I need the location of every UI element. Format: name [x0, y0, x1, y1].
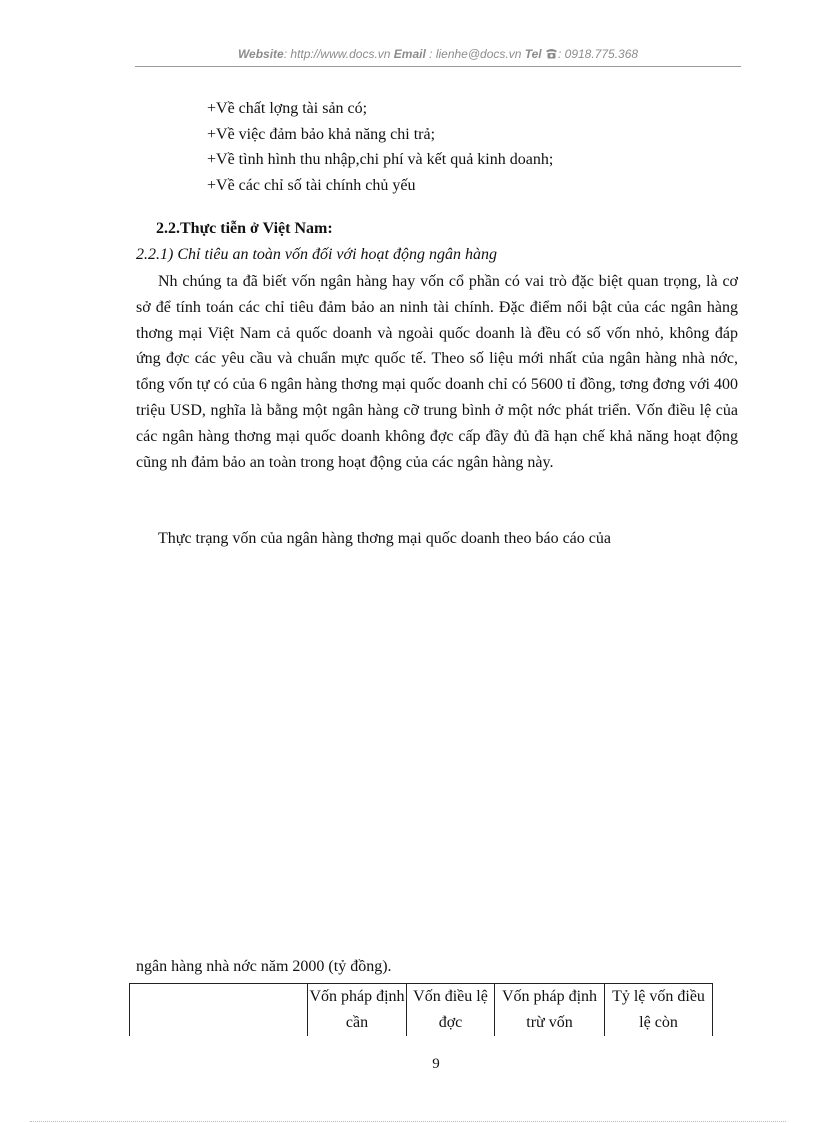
list-item: +Về chất lợng tài sản có;: [207, 100, 368, 117]
table-header-cell: Tỷ lệ vốn điều lệ còn: [605, 984, 713, 1037]
email-value: : lienhe@docs.vn: [429, 47, 522, 61]
footer-divider: [30, 1121, 786, 1122]
body-paragraph-2: Thực trạng vốn của ngân hàng thơng mại quốc doanh theo báo cáo của: [158, 530, 611, 547]
email-label: Email: [393, 47, 426, 61]
list-item: +Về các chỉ số tài chính chủ yếu: [207, 176, 416, 194]
tel-value: : 0918.775.368: [557, 47, 639, 61]
body-paragraph: Nh chúng ta đã biết vốn ngân hàng hay vốn cổ phần có vai trò đặc biệt quan trọng, là cơ sở để tính toán các chỉ tiêu đảm bảo an ninh tài chính. Đặc điểm nổi bật của các ngân hàng thơng mại Việt Nam cả quốc doanh và ngoài quốc doanh là đều có số vốn nhỏ, không đáp ứng đợc các yêu cầu và chuẩn mực quốc tế. Theo số liệu mới nhất của ngân hàng nhà nớc, tổng vốn tự có của 6 ngân hàng thơng mại quốc doanh chỉ có 5600 tỉ đồng, tơng đơng với 400 triệu USD, nghĩa là bằng một ngân hàng cỡ trung bình ở một nớc phát triển. Vốn điều lệ của các ngân hàng thơng mại quốc doanh không đợc cấp đầy đủ đã hạn chế khả năng hoạt động cũng nh đảm bảo an toàn trong hoạt động của các ngân hàng này.: [136, 273, 738, 471]
table-header-cell: Vốn pháp định trừ vốn: [495, 984, 605, 1037]
list-item: +Về tình hình thu nhập,chi phí và kết quả kinh doanh;: [207, 151, 554, 168]
phone-icon: [545, 47, 558, 61]
page-header: [135, 47, 741, 61]
header-divider: [135, 66, 741, 67]
table-header-cell: Vốn pháp định cần: [308, 984, 407, 1037]
tel-label: Tel: [524, 47, 542, 61]
website-value: : http://www.docs.vn: [283, 47, 391, 61]
table-header-cell: [130, 984, 308, 1037]
page-number: 9: [432, 1056, 440, 1072]
table-caption: ngân hàng nhà nớc năm 2000 (tỷ đồng).: [136, 958, 392, 975]
section-heading: 2.2.Thực tiễn ở Việt Nam:: [156, 220, 333, 237]
capital-table: [129, 983, 713, 1036]
subsection-heading: 2.2.1) Chỉ tiêu an toàn vốn đối với hoạt động ngân hàng: [136, 246, 497, 263]
table-header-cell: Vốn điều lệ đợc: [407, 984, 495, 1037]
table-header-row: [130, 984, 713, 1037]
list-item: +Về việc đảm bảo khả năng chi trả;: [207, 125, 436, 143]
bullet-list: [207, 96, 553, 198]
website-label: Website: [237, 47, 284, 61]
